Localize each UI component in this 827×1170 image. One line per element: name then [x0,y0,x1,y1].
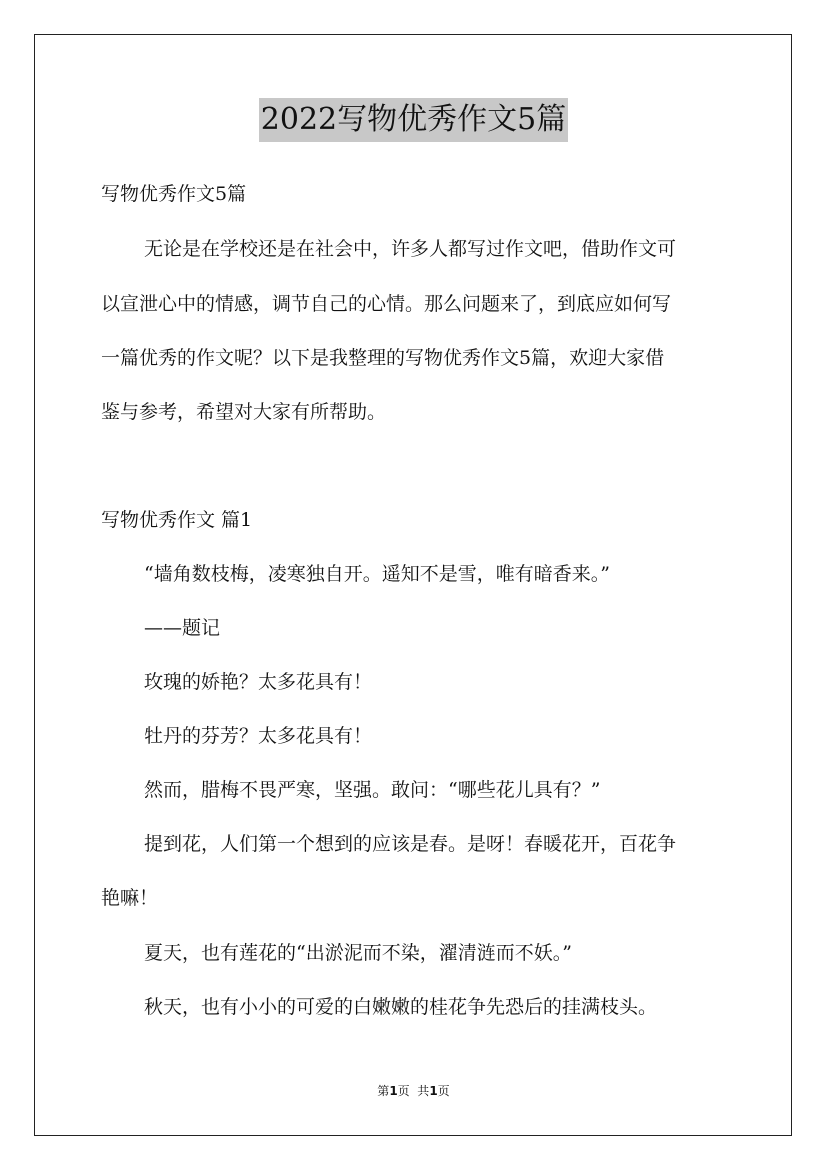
title-block [0,98,827,142]
paragraph-line: 无论是在学校还是在社会中，许多人都写过作文吧，借助作文可 [144,238,677,260]
paragraph-line: 以宣泄心中的情感，调节自己的心情。那么问题来了，到底应如何写 [101,293,672,315]
paragraph-line: 一篇优秀的作文呢？以下是我整理的写物优秀作文5篇，欢迎大家借 [101,347,665,369]
footer-mid: 页 共 [397,1084,430,1098]
footer-current-page: 1 [389,1084,398,1098]
paragraph-line: 艳嘛！ [101,887,159,909]
paragraph-line: ——题记 [144,617,221,639]
paragraph-line: 夏天，也有莲花的“出淤泥而不染，濯清涟而不妖。” [144,942,572,964]
footer-suffix: 页 [437,1084,450,1098]
footer-total-pages: 1 [429,1084,438,1098]
paragraph-line: 玫瑰的娇艳？太多花具有！ [144,671,373,693]
section-heading: 写物优秀作文5篇 [101,183,247,205]
paragraph-line: 提到花，人们第一个想到的应该是春。是呀！春暖花开，百花争 [144,833,677,855]
footer-prefix: 第 [377,1084,390,1098]
page-footer [0,1082,827,1100]
paragraph-line: 然而，腊梅不畏严寒，坚强。敢问：“哪些花儿具有？” [144,779,601,801]
paragraph-line: 秋天，也有小小的可爱的白嫩嫩的桂花争先恐后的挂满枝头。 [144,996,658,1018]
paragraph-line: 鉴与参考，希望对大家有所帮助。 [101,401,387,423]
paragraph-line: 牡丹的芬芳？太多花具有！ [144,725,373,747]
paragraph-line: “墙角数枝梅，凌寒独自开。遥知不是雪，唯有暗香来。” [144,563,610,585]
section-heading: 写物优秀作文 篇1 [101,509,253,531]
document-title: 2022写物优秀作文5篇 [259,98,568,142]
